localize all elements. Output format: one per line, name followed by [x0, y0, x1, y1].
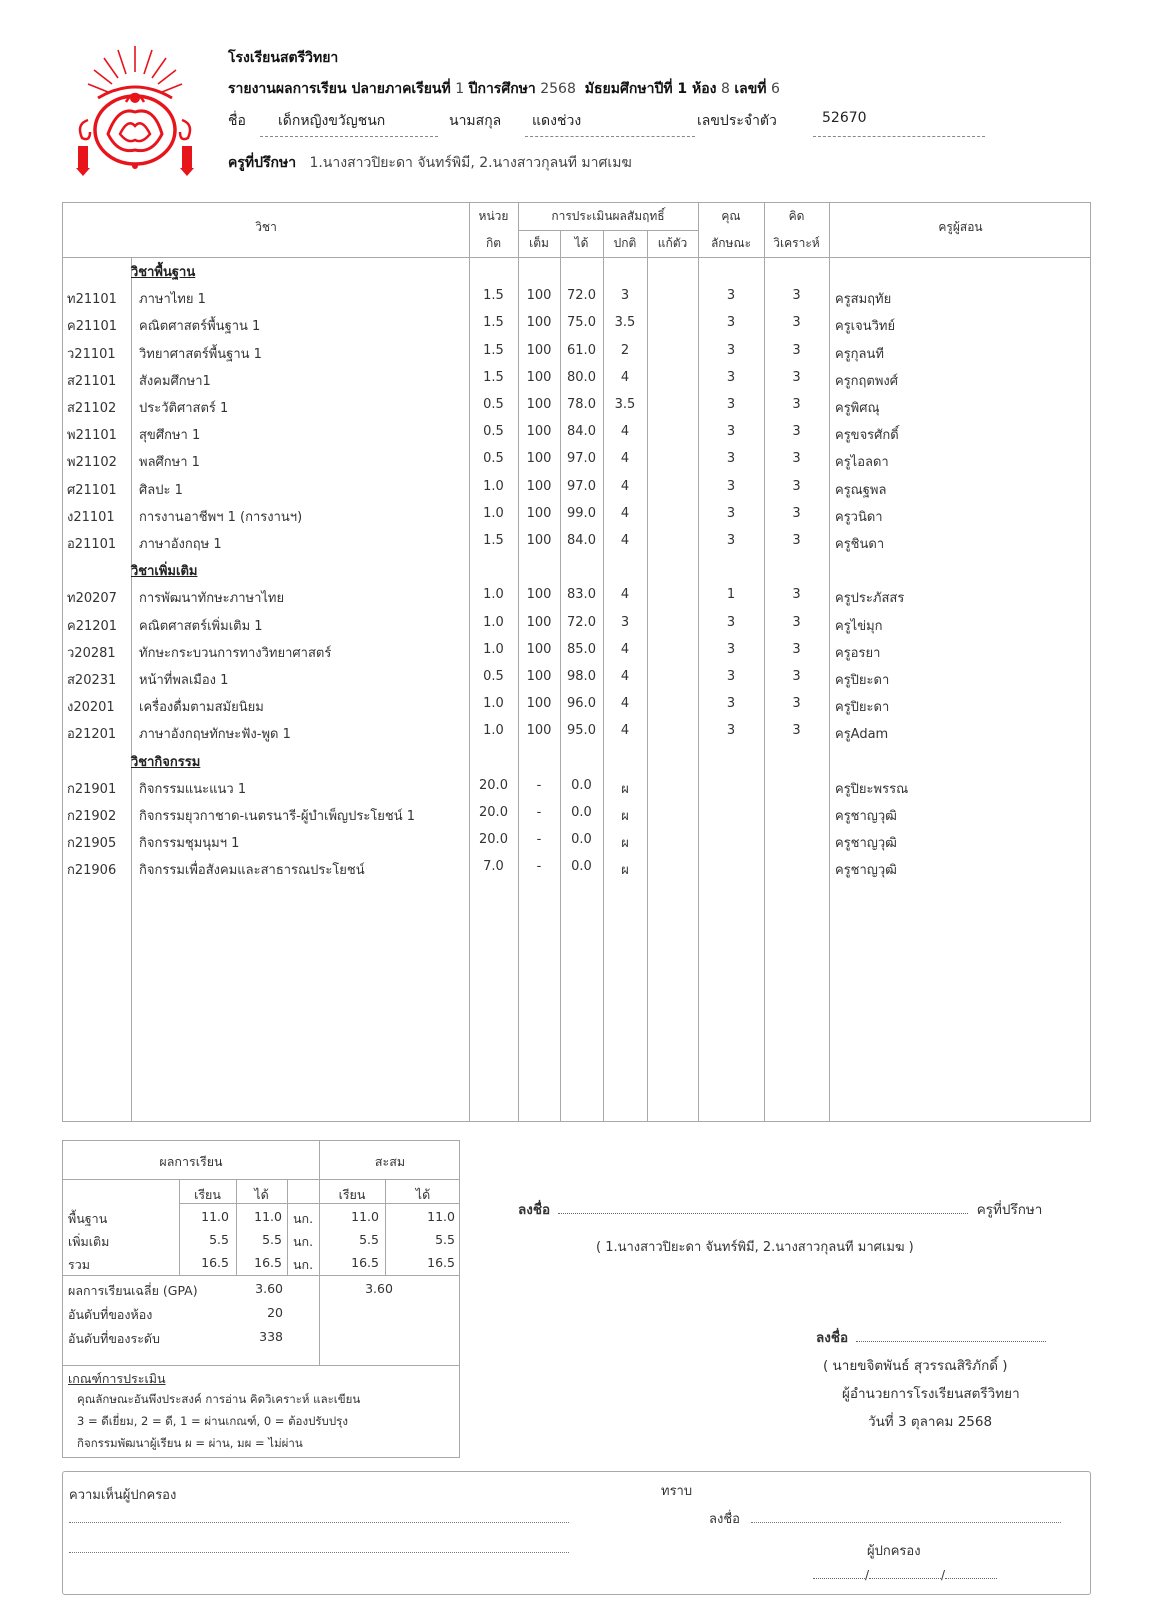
cell-credit: 20.0	[479, 832, 508, 848]
cell-got: 80.0	[567, 369, 596, 385]
cell-got: 84.0	[567, 424, 596, 440]
cell-teacher: ครูชินดา	[835, 537, 885, 552]
cell-think: 3	[792, 424, 801, 440]
cell-think: 3	[792, 587, 801, 603]
cell-full: 100	[526, 451, 552, 467]
subject-name: ภาษาไทย 1	[139, 292, 206, 308]
cum-credits-earned: 11.0	[427, 1209, 455, 1224]
subject-name: ภาษาอังกฤษ 1	[139, 537, 222, 552]
section-title: วิชาพื้นฐาน	[131, 265, 196, 280]
gpa-label: ผลการเรียนเฉลี่ย (GPA)	[68, 1283, 198, 1298]
cum-studied-label: เรียน	[338, 1187, 366, 1202]
cell-credit: 1.5	[483, 288, 504, 304]
cell-grade: 3.5	[614, 397, 636, 412]
cell-full: 100	[526, 505, 552, 521]
subject-code: ส21102	[67, 401, 117, 416]
header-think-2: วิเคราะห์	[773, 236, 820, 250]
gpa-value: 3.60	[255, 1281, 283, 1296]
cell-full: -	[536, 832, 542, 848]
cell-grade: 4	[620, 533, 630, 548]
cell-got: 84.0	[567, 533, 596, 548]
subject-code: ว20281	[67, 645, 116, 661]
advisor-names-signed: ( 1.นางสาวปิยะดา จันทร์พิมี, 2.นางสาวกุลนที มาศเมฆ )	[596, 1240, 914, 1255]
subject-code: ส21101	[67, 373, 117, 389]
subject-code: ศ21101	[67, 482, 117, 498]
cell-grade: ผ	[621, 781, 629, 797]
summary-row-label: พื้นฐาน	[68, 1211, 108, 1226]
cell-think: 3	[792, 478, 801, 494]
cell-full: 100	[526, 342, 552, 358]
col-divider	[518, 203, 519, 1121]
advisor-names: 1.นางสาวปิยะดา จันทร์พิมี, 2.นางสาวกุลนที มาศเมฆ	[309, 155, 632, 171]
class-rank-label: อันดับที่ของห้อง	[68, 1307, 153, 1322]
credits-studied: 11.0	[201, 1209, 229, 1224]
cell-got: 95.0	[567, 723, 596, 739]
cell-think: 3	[792, 342, 801, 358]
cell-teacher: ครูเจนวิทย์	[835, 319, 896, 335]
subheader-divider	[518, 230, 698, 231]
cell-got: 96.0	[567, 696, 596, 712]
report-date: วันที่ 3 ตุลาคม 2568	[868, 1414, 993, 1430]
cum-credits-earned: 5.5	[435, 1232, 455, 1247]
unit-label: นก.	[292, 1234, 314, 1249]
subject-name: วิทยาศาสตร์พื้นฐาน 1	[139, 346, 262, 362]
cell-credit: 1.5	[483, 315, 504, 331]
director-title: ผู้อำนวยการโรงเรียนสตรีวิทยา	[842, 1386, 1020, 1402]
cell-full: -	[536, 805, 542, 820]
cell-think: 3	[792, 614, 801, 630]
subject-code: ท21101	[67, 292, 117, 308]
cell-got: 97.0	[567, 451, 596, 467]
subject-code: ว21101	[67, 346, 116, 362]
cell-think: 3	[792, 288, 801, 304]
cell-credit: 0.5	[483, 451, 504, 467]
cell-teacher: ครูAdam	[835, 727, 889, 743]
signature-line	[856, 1341, 1046, 1342]
grades-table	[62, 202, 1091, 1122]
cell-credit: 1.0	[483, 478, 504, 494]
student-number: 6	[770, 81, 780, 97]
cell-got: 97.0	[567, 478, 596, 494]
cell-char: 3	[726, 696, 736, 712]
cell-teacher: ครูขจรศักดิ์	[835, 428, 899, 444]
studied-label: เรียน	[194, 1187, 221, 1202]
cell-credit: 1.0	[483, 723, 504, 739]
acknowledge-label: ทราบ	[661, 1484, 693, 1499]
cum-credits-studied: 16.5	[351, 1255, 379, 1270]
criteria-line: กิจกรรมพัฒนาผู้เรียน ผ = ผ่าน, มผ = ไม่ผ่าน	[77, 1436, 303, 1450]
cell-teacher: ครูพิศณุ	[835, 401, 880, 416]
cell-char: 3	[726, 723, 736, 739]
cell-got: 75.0	[567, 315, 596, 331]
cell-teacher: ครูณฐพล	[835, 482, 887, 498]
student-surname: แดงช่วง	[532, 113, 582, 129]
cell-grade: 4	[620, 505, 630, 521]
cell-think: 3	[792, 641, 801, 657]
subject-name: การงานอาชีพฯ 1 (การงานฯ)	[139, 509, 303, 525]
advisor-role: ครูที่ปรึกษา	[976, 1202, 1043, 1218]
credits-earned: 11.0	[254, 1209, 282, 1224]
cell-got: 78.0	[567, 397, 596, 412]
header-char-1: คุณ	[721, 209, 741, 223]
cell-credit: 1.0	[483, 614, 504, 630]
cell-full: 100	[526, 533, 552, 548]
section-title: วิชาเพิ่มเติม	[131, 564, 198, 580]
col-divider	[764, 203, 765, 1121]
cell-teacher: ครูปิยะดา	[835, 673, 890, 688]
cell-grade: 3.5	[614, 315, 636, 331]
col-divider	[469, 203, 470, 1121]
header-full: เต็ม	[529, 236, 549, 250]
credits-earned: 5.5	[262, 1232, 282, 1247]
level-rank-label: อันดับที่ของระดับ	[68, 1331, 160, 1346]
cell-got: 0.0	[571, 777, 592, 793]
cell-got: 0.0	[571, 832, 592, 848]
cell-think: 3	[792, 369, 801, 385]
header-subject: วิชา	[255, 220, 277, 234]
cell-got: 72.0	[567, 614, 596, 630]
advisor-line	[228, 152, 632, 174]
cell-grade: 3	[620, 288, 630, 304]
cell-think: 3	[792, 723, 801, 739]
subject-code: ค21201	[67, 618, 118, 634]
cell-full: 100	[526, 478, 552, 494]
summary-row-label: รวม	[68, 1257, 90, 1272]
cell-grade: 4	[620, 587, 630, 603]
subject-name: กิจกรรมแนะแนว 1	[139, 781, 247, 797]
advisor-signature	[518, 1198, 1042, 1220]
parent-section	[62, 1471, 1091, 1595]
cell-full: 100	[526, 315, 552, 331]
cell-credit: 1.0	[483, 587, 504, 603]
section-title: วิชากิจกรรม	[131, 754, 201, 770]
credits-earned: 16.5	[254, 1255, 282, 1270]
cell-full: 100	[526, 288, 552, 304]
cell-credit: 7.0	[483, 859, 504, 875]
header-credit-2: กิต	[485, 236, 502, 250]
subject-code: ท20207	[67, 591, 117, 607]
cell-char: 1	[726, 587, 736, 603]
cell-grade: 4	[620, 696, 630, 712]
col-divider	[698, 203, 699, 1121]
subject-name: ศิลปะ 1	[139, 482, 183, 498]
cell-got: 85.0	[567, 641, 596, 657]
student-id: 52670	[822, 110, 867, 126]
cell-credit: 1.5	[483, 533, 504, 548]
advisor-label: ครูที่ปรึกษา	[228, 155, 297, 171]
cell-char: 3	[726, 505, 736, 521]
cell-char: 3	[726, 533, 736, 548]
cell-char: 3	[726, 397, 736, 412]
student-name: เด็กหญิงขวัญชนก	[278, 113, 386, 129]
cell-grade: 3	[620, 614, 630, 630]
cell-got: 72.0	[567, 288, 596, 304]
cell-grade: 2	[620, 342, 630, 358]
opinion-line-1[interactable]	[69, 1522, 569, 1523]
parent-role: ผู้ปกครอง	[867, 1544, 921, 1559]
cell-got: 0.0	[571, 805, 592, 820]
subject-code: ก21906	[67, 863, 117, 879]
cell-think: 3	[792, 315, 801, 331]
subject-code: ง20201	[67, 700, 115, 716]
name-underline	[260, 136, 438, 137]
summary-box	[62, 1140, 460, 1458]
cell-char: 3	[726, 369, 736, 385]
code-divider	[131, 257, 132, 1121]
cell-credit: 1.0	[483, 641, 504, 657]
cell-got: 61.0	[567, 342, 596, 358]
semester: 1	[455, 81, 465, 97]
cell-credit: 0.5	[483, 424, 504, 440]
cell-grade: 4	[620, 669, 630, 684]
cell-full: 100	[526, 669, 552, 684]
opinion-line-2[interactable]	[69, 1552, 569, 1553]
header-got: ได้	[574, 236, 589, 250]
cell-grade: 4	[620, 723, 630, 739]
cell-think: 3	[792, 397, 801, 412]
subject-name: สังคมศึกษา1	[139, 373, 211, 389]
header-divider	[63, 257, 1090, 258]
cell-full: 100	[526, 696, 552, 712]
surname-label: นามสกุล	[449, 113, 502, 129]
cell-char: 3	[726, 288, 736, 304]
cell-teacher: ครูวนิดา	[835, 509, 883, 525]
credits-studied: 5.5	[209, 1232, 229, 1247]
divider	[63, 1275, 459, 1276]
cell-char: 3	[726, 641, 736, 657]
cell-credit: 0.5	[483, 669, 504, 684]
signature-line	[558, 1213, 968, 1214]
subject-name: หน้าที่พลเมือง 1	[139, 673, 229, 688]
unit-label: นก.	[292, 1257, 314, 1272]
cell-think: 3	[792, 533, 801, 548]
cell-char: 3	[726, 669, 736, 684]
parent-date[interactable]: / /	[813, 1568, 997, 1582]
cell-grade: 4	[620, 641, 630, 657]
cell-char: 3	[726, 451, 736, 467]
student-id-label: เลขประจำตัว	[697, 113, 777, 129]
cell-grade: 4	[620, 478, 630, 494]
subject-name: เครื่องดื่มตามสมัยนิยม	[139, 700, 264, 716]
unit-label: นก.	[292, 1211, 314, 1226]
earned-label: ได้	[254, 1187, 269, 1202]
cell-teacher: ครูปิยะดา	[835, 700, 890, 716]
criteria-line: 3 = ดีเยี่ยม, 2 = ดี, 1 = ผ่านเกณฑ์, 0 = ต้องปรับปรุง	[77, 1414, 348, 1428]
cell-got: 0.0	[571, 859, 592, 875]
divider	[319, 1141, 320, 1365]
cell-got: 98.0	[567, 669, 596, 684]
subject-name: การพัฒนาทักษะภาษาไทย	[139, 591, 285, 607]
header-normal: ปกติ	[613, 236, 637, 250]
header-achievement: การประเมินผลสัมฤทธิ์	[551, 209, 665, 223]
subject-name: ประวัติศาสตร์ 1	[139, 401, 229, 416]
cell-teacher: ครูอรยา	[835, 645, 881, 661]
col-divider	[647, 230, 648, 1121]
level-label: มัธยมศึกษาปีที่ 1 ห้อง	[584, 81, 717, 97]
subject-name: ภาษาอังกฤษทักษะฟัง-พูด 1	[139, 727, 291, 743]
subject-name: กิจกรรมชุมนุมฯ 1	[139, 836, 240, 852]
cell-credit: 1.0	[483, 505, 504, 521]
cell-think: 3	[792, 669, 801, 684]
cell-teacher: ครูชาญวุฒิ	[835, 836, 897, 852]
cell-full: -	[536, 859, 542, 875]
cell-credit: 0.5	[483, 397, 504, 412]
cell-grade: 4	[620, 369, 630, 385]
cell-teacher: ครูกฤตพงศ์	[835, 373, 899, 389]
director-name: ( นายขจิตพันธ์ สุวรรณสิริภักดิ์ )	[823, 1358, 1008, 1374]
cell-full: 100	[526, 641, 552, 657]
divider	[63, 1179, 459, 1180]
cell-grade: ผ	[621, 836, 629, 852]
cell-got: 99.0	[567, 505, 596, 521]
subject-name: พลศึกษา 1	[139, 455, 200, 471]
header-remedial: แก้ตัว	[657, 236, 688, 250]
cell-full: 100	[526, 723, 552, 739]
cumulative-label: สะสม	[374, 1154, 406, 1169]
cell-char: 3	[726, 342, 736, 358]
sign-label: ลงชื่อ	[518, 1202, 551, 1218]
name-label: ชื่อ	[228, 113, 246, 129]
cell-teacher: ครูไอลดา	[835, 455, 889, 471]
cell-think: 3	[792, 505, 801, 521]
cell-teacher: ครูไข่มุก	[835, 618, 883, 634]
cell-teacher: ครูสมฤทัย	[835, 292, 892, 308]
id-underline	[813, 136, 985, 137]
subject-code: ง21101	[67, 509, 115, 525]
col-divider	[829, 203, 830, 1121]
header-credit-1: หน่วย	[478, 209, 509, 223]
subject-code: ค21101	[67, 319, 118, 335]
cell-grade: 4	[620, 451, 630, 467]
level-rank: 338	[259, 1329, 283, 1344]
cell-think: 3	[792, 451, 801, 467]
cum-credits-earned: 16.5	[427, 1255, 455, 1270]
cell-think: 3	[792, 696, 801, 712]
cell-full: 100	[526, 397, 552, 412]
header-char-2: ลักษณะ	[710, 236, 752, 250]
school-logo	[68, 42, 202, 176]
header-think-1: คิด	[788, 209, 805, 223]
academic-year: 2568	[540, 81, 576, 97]
cell-credit: 20.0	[479, 777, 508, 793]
subject-code: ส20231	[67, 673, 117, 688]
parent-sign-label: ลงชื่อ	[709, 1512, 740, 1527]
cell-grade: ผ	[621, 809, 629, 824]
summary-row-label: เพิ่มเติม	[68, 1234, 110, 1249]
cell-char: 3	[726, 424, 736, 440]
report-title: รายงานผลการเรียน ปลายภาคเรียนที่	[228, 81, 451, 97]
subject-code: อ21101	[67, 537, 117, 552]
subject-code: ก21901	[67, 781, 117, 797]
credits-studied: 16.5	[201, 1255, 229, 1270]
parent-signature-line[interactable]	[751, 1522, 1061, 1523]
subject-name: สุขศึกษา 1	[139, 428, 201, 444]
cell-char: 3	[726, 315, 736, 331]
parent-opinion-label: ความเห็นผู้ปกครอง	[69, 1488, 177, 1503]
cell-char: 3	[726, 614, 736, 630]
cell-grade: ผ	[621, 863, 629, 879]
cell-got: 83.0	[567, 587, 596, 603]
cell-full: 100	[526, 614, 552, 630]
subject-code: พ21101	[67, 428, 117, 444]
subject-code: ก21905	[67, 836, 117, 852]
subject-name: กิจกรรมเพื่อสังคมและสาธารณประโยชน์	[139, 863, 365, 879]
cell-credit: 1.5	[483, 369, 504, 385]
criteria-title: เกณฑ์การประเมิน	[68, 1371, 166, 1386]
surname-underline	[525, 136, 695, 137]
header-teacher: ครูผู้สอน	[938, 220, 983, 234]
cell-credit: 20.0	[479, 805, 508, 820]
class-rank: 20	[267, 1305, 283, 1320]
cell-teacher: ครูชาญวุฒิ	[835, 809, 897, 824]
report-title-line	[228, 78, 780, 100]
subject-code: พ21102	[67, 455, 117, 471]
cell-credit: 1.5	[483, 342, 504, 358]
cell-full: -	[536, 777, 542, 793]
sign-label: ลงชื่อ	[816, 1330, 849, 1346]
cell-char: 3	[726, 478, 736, 494]
cell-full: 100	[526, 424, 552, 440]
divider	[63, 1365, 459, 1366]
number-label: เลขที่	[734, 81, 767, 97]
cell-full: 100	[526, 369, 552, 385]
criteria-line: คุณลักษณะอันพึงประสงค์ การอ่าน คิดวิเคราะห์ และเขียน	[77, 1392, 361, 1406]
director-signature	[816, 1326, 1046, 1348]
subject-code: ก21902	[67, 809, 117, 824]
year-label: ปีการศึกษา	[468, 81, 536, 97]
subject-name: คณิตศาสตร์พื้นฐาน 1	[139, 319, 261, 335]
cell-teacher: ครูกุลนที	[835, 346, 884, 362]
subject-code: อ21201	[67, 727, 117, 743]
cell-full: 100	[526, 587, 552, 603]
cell-teacher: ครูปิยะพรรณ	[835, 781, 909, 797]
results-label: ผลการเรียน	[159, 1154, 223, 1169]
subject-name: คณิตศาสตร์เพิ่มเติม 1	[139, 618, 263, 634]
cell-teacher: ครูชาญวุฒิ	[835, 863, 897, 879]
cell-teacher: ครูประภัสสร	[835, 591, 905, 607]
cum-credits-studied: 11.0	[351, 1209, 379, 1224]
subject-name: ทักษะกระบวนการทางวิทยาศาสตร์	[139, 645, 332, 661]
subject-name: กิจกรรมยุวกาชาด-เนตรนารี-ผู้บำเพ็ญประโยชน์ 1	[139, 809, 416, 824]
cum-credits-studied: 5.5	[359, 1232, 379, 1247]
cumulative-gpa: 3.60	[365, 1281, 393, 1296]
school-name: โรงเรียนสตรีวิทยา	[228, 50, 339, 66]
cum-earned-label: ได้	[415, 1187, 431, 1202]
cell-grade: 4	[620, 424, 630, 440]
cell-credit: 1.0	[483, 696, 504, 712]
room: 8	[720, 81, 730, 97]
